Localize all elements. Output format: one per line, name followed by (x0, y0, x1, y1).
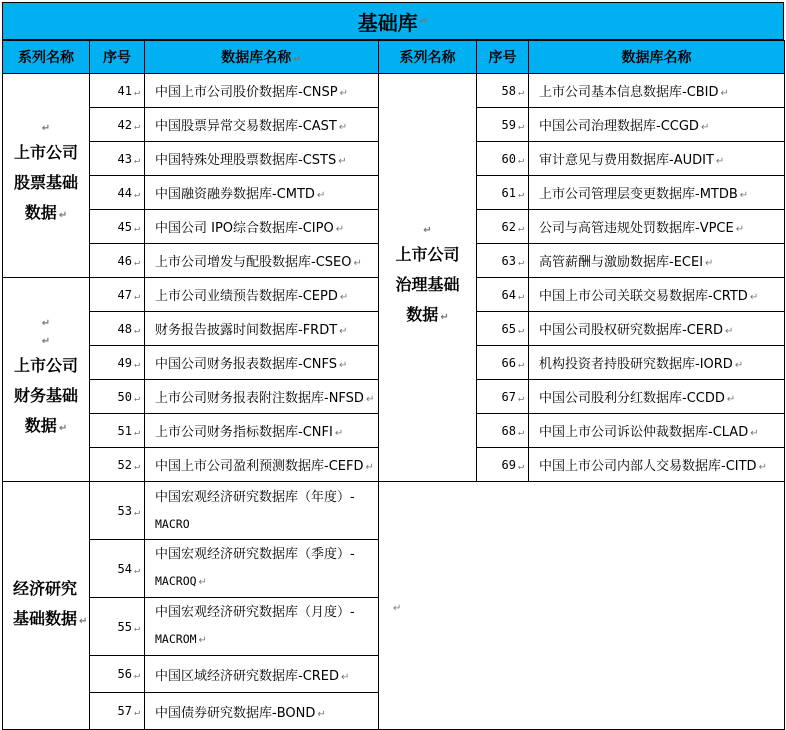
row-db-name: 上市公司财务指标数据库-CNFI ↵ (145, 414, 379, 448)
paragraph-mark: ↵ (41, 336, 51, 347)
series-cell-stock (3, 74, 90, 278)
series-line: 经济研究 (13, 579, 78, 598)
row-num: 54 ↵ (90, 540, 145, 598)
row-num: 52 ↵ (90, 448, 145, 482)
row-db-name: 中国上市公司盈利预测数据库-CEFD ↵ (145, 448, 379, 482)
paragraph-mark: ↵ (41, 318, 51, 329)
row-db-name: 中国债券研究数据库-BOND ↵ (145, 693, 379, 730)
row-num: 65 ↵ (477, 312, 529, 346)
series-cell-governance (379, 74, 477, 482)
series-cell-economy (3, 482, 90, 730)
row-num: 64 ↵ (477, 278, 529, 312)
paragraph-mark: ↵ (423, 225, 432, 236)
paragraph-mark: ↵ (419, 15, 429, 27)
row-db-name: 中国上市公司内部人交易数据库-CITD ↵ (529, 448, 785, 482)
series-line: 上市公司 (395, 245, 460, 264)
paragraph-mark: ↵ (41, 123, 51, 134)
title-text: 基础库 (357, 10, 418, 35)
paragraph-mark: ↵ (393, 603, 402, 614)
paragraph-mark: ↵ (293, 54, 302, 65)
row-num: 51 ↵ (90, 414, 145, 448)
row-db-name: 上市公司财务报表附注数据库-NFSD ↵ (145, 380, 379, 414)
row-num: 68 ↵ (477, 414, 529, 448)
row-num: 42 ↵ (90, 108, 145, 142)
header-row (3, 41, 785, 74)
header-num-right: 序号 (477, 41, 529, 74)
empty-cell (379, 482, 785, 730)
row-db-name: 中国上市公司诉讼仲裁数据库-CLAD ↵ (529, 414, 785, 448)
table-row (3, 74, 785, 108)
row-num: 69 ↵ (477, 448, 529, 482)
series-line: 财务基础 (13, 386, 78, 405)
row-db-name: 中国上市公司关联交易数据库-CRTD ↵ (529, 278, 785, 312)
row-num: 45 ↵ (90, 210, 145, 244)
row-num: 66 ↵ (477, 346, 529, 380)
row-db-name: 中国宏观经济研究数据库（年度）- MACRO (145, 482, 379, 540)
series-line: 治理基础 (395, 275, 460, 294)
row-num: 53 ↵ (90, 482, 145, 540)
row-db-name: 上市公司基本信息数据库-CBID ↵ (529, 74, 785, 108)
row-db-name: 财务报告披露时间数据库-FRDT ↵ (145, 312, 379, 346)
row-db-name: 审计意见与费用数据库-AUDIT ↵ (529, 142, 785, 176)
row-db-name: 中国特殊处理股票数据库-CSTS ↵ (145, 142, 379, 176)
row-db-name: 中国公司 IPO综合数据库-CIPO ↵ (145, 210, 379, 244)
series-line: 数据 ↵ (24, 416, 68, 435)
row-num: 58 ↵ (477, 74, 529, 108)
row-num: 60 ↵ (477, 142, 529, 176)
header-db-right: 数据库名称 (529, 41, 785, 74)
header-num: 序号 (90, 41, 145, 74)
row-db-name: 中国上市公司股价数据库-CNSP ↵ (145, 74, 379, 108)
row-num: 59 ↵ (477, 108, 529, 142)
row-db-name: 中国宏观经济研究数据库（季度）- MACROQ ↵ (145, 540, 379, 598)
row-db-name: 中国宏观经济研究数据库（月度）- MACROM ↵ (145, 598, 379, 656)
row-db-name: 上市公司业绩预告数据库-CEPD ↵ (145, 278, 379, 312)
row-db-name: 中国融资融券数据库-CMTD ↵ (145, 176, 379, 210)
row-num: 57 ↵ (90, 693, 145, 730)
row-num: 48 ↵ (90, 312, 145, 346)
row-num: 56 ↵ (90, 656, 145, 693)
row-num: 47 ↵ (90, 278, 145, 312)
header-series: 系列名称 (3, 41, 90, 74)
row-num: 61 ↵ (477, 176, 529, 210)
series-line: 股票基础 (13, 173, 78, 192)
row-num: 62 ↵ (477, 210, 529, 244)
row-db-name: 公司与高管违规处罚数据库-VPCE ↵ (529, 210, 785, 244)
row-db-name: 高管薪酬与激励数据库-ECEI ↵ (529, 244, 785, 278)
row-db-name: 中国公司股权研究数据库-CERD ↵ (529, 312, 785, 346)
row-db-name: 上市公司管理层变更数据库-MTDB ↵ (529, 176, 785, 210)
row-num: 50 ↵ (90, 380, 145, 414)
row-num: 46 ↵ (90, 244, 145, 278)
row-db-name: 中国公司股利分红数据库-CCDD ↵ (529, 380, 785, 414)
row-num: 44 ↵ (90, 176, 145, 210)
database-table (2, 40, 785, 730)
row-db-name: 中国股票异常交易数据库-CAST ↵ (145, 108, 379, 142)
series-line: 上市公司 (13, 143, 78, 162)
series-line: 数据 ↵ (406, 305, 449, 324)
row-num: 49 ↵ (90, 346, 145, 380)
page-title (2, 2, 784, 40)
series-line: 上市公司 (13, 356, 78, 375)
row-db-name: 中国公司财务报表数据库-CNFS ↵ (145, 346, 379, 380)
header-db (145, 41, 379, 74)
row-num: 55 ↵ (90, 598, 145, 656)
table-row (3, 482, 785, 540)
row-db-name: 中国公司治理数据库-CCGD ↵ (529, 108, 785, 142)
row-db-name: 上市公司增发与配股数据库-CSEO ↵ (145, 244, 379, 278)
row-db-name: 机构投资者持股研究数据库-IORD ↵ (529, 346, 785, 380)
row-num: 41 ↵ (90, 74, 145, 108)
series-cell-finance (3, 278, 90, 482)
row-db-name: 中国区域经济研究数据库-CRED ↵ (145, 656, 379, 693)
series-line: 基础数据 ↵ (13, 609, 88, 628)
series-line: 数据 ↵ (24, 203, 68, 222)
header-series-right: 系列名称 (379, 41, 477, 74)
row-num: 67 ↵ (477, 380, 529, 414)
header-db-text: 数据库名称 (221, 50, 292, 66)
row-num: 63 ↵ (477, 244, 529, 278)
row-num: 43 ↵ (90, 142, 145, 176)
